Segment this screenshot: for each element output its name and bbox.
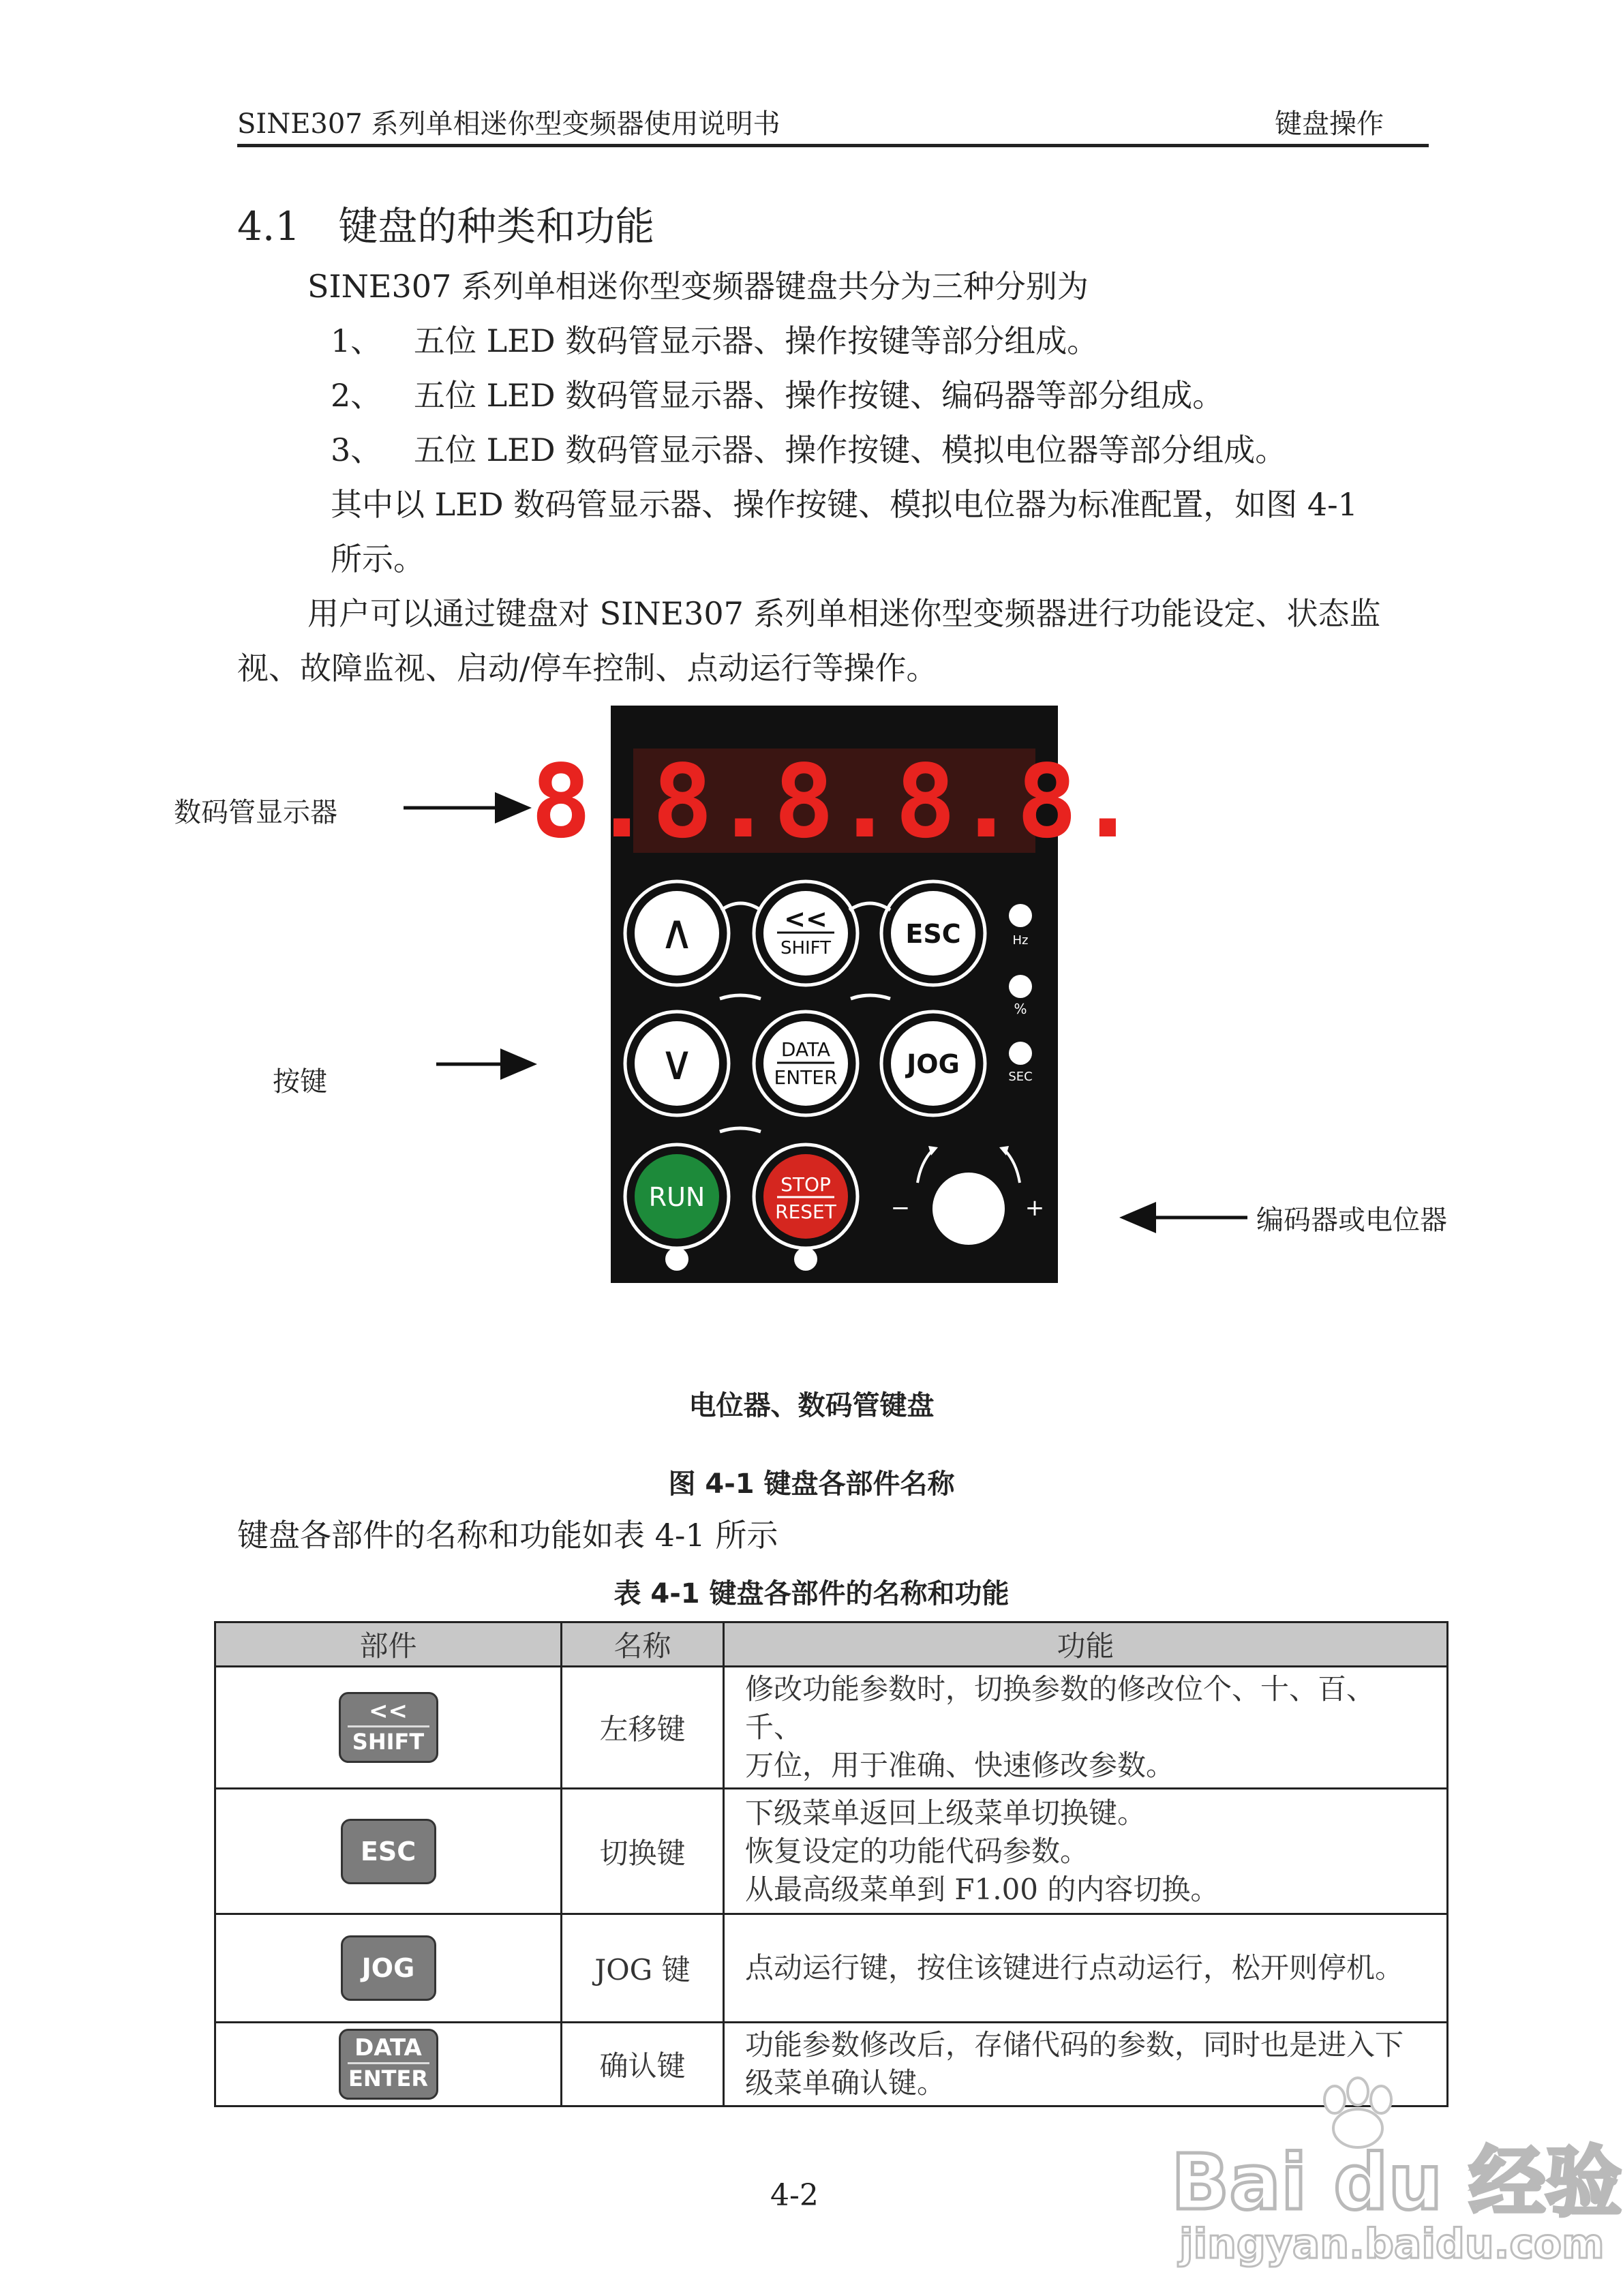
table-header-row: [215, 1622, 1448, 1667]
data-enter-button[interactable]: [763, 1021, 848, 1106]
percent-indicator-led: [1009, 975, 1032, 998]
section-title-text: 键盘的种类和功能: [338, 203, 655, 250]
table-cell-function: 点动运行键，按住该键进行点动运行，松开则停机。: [724, 1914, 1448, 2023]
arrow-right-icon: [404, 789, 533, 827]
paragraph-1-line-2: 所示。: [331, 541, 425, 577]
figure-subcaption: 电位器、数码管键盘: [688, 1390, 935, 1421]
list-item: [331, 320, 1098, 361]
intro-paragraph: SINE307 系列单相迷你型变频器键盘共分为三种分别为: [307, 268, 1089, 305]
table-cell-function: 功能参数修改后，存储代码的参数，同时也是进入下 级菜单确认键。: [724, 2023, 1448, 2106]
arrow-right-icon: [436, 1045, 539, 1083]
shift-button[interactable]: [763, 891, 848, 976]
svg-text:STOP: STOP: [780, 1173, 831, 1196]
list-item-text: 五位 LED 数码管显示器、操作按键、模拟电位器等部分组成。: [414, 432, 1287, 468]
svg-text:DATA: DATA: [780, 1038, 831, 1061]
svg-text:ENTER: ENTER: [774, 1066, 838, 1089]
table-cell-part: [215, 1667, 562, 1789]
list-item-number: 2、: [331, 377, 382, 414]
svg-text:∧: ∧: [659, 904, 695, 960]
paragraph-2-line-1: 用户可以通过键盘对 SINE307 系列单相迷你型变频器进行功能设定、状态监: [307, 595, 1381, 632]
paw-icon: [1324, 2078, 1391, 2147]
header-section: 键盘操作: [1275, 108, 1384, 140]
table-cell-name: 切换键: [562, 1789, 724, 1914]
svg-text:SHIFT: SHIFT: [780, 938, 832, 958]
arrow-left-icon: [1118, 1198, 1247, 1237]
svg-text:RESET: RESET: [775, 1200, 836, 1223]
table-cell-name: 确认键: [562, 2023, 724, 2106]
list-item-text: 五位 LED 数码管显示器、操作按键、编码器等部分组成。: [414, 377, 1224, 414]
stop-indicator-led: [794, 1248, 817, 1271]
shift-key-icon: << SHIFT: [339, 1692, 438, 1763]
label-encoder: 编码器或电位器: [1256, 1205, 1447, 1236]
table-cell-name: 左移键: [562, 1667, 724, 1789]
run-indicator-led: [665, 1248, 688, 1271]
table-cell-function: 下级菜单返回上级菜单切换键。 恢复设定的功能代码参数。 从最高级菜单到 F1.00 的内容切换。: [724, 1789, 1448, 1914]
jog-button[interactable]: [891, 1021, 975, 1106]
run-button[interactable]: [635, 1154, 719, 1239]
pot-plus-label: +: [1025, 1194, 1045, 1222]
svg-text:<<: <<: [784, 904, 828, 934]
keypad-function-table: [214, 1621, 1448, 2107]
table-cell-name: JOG 键: [562, 1914, 724, 2023]
table-cell-part: [215, 1789, 562, 1914]
svg-text:JOG: JOG: [907, 1049, 960, 1079]
table-cell-function: 修改功能参数时，切换参数的修改位个、十、百、千、 万位，用于准确、快速修改参数。: [724, 1667, 1448, 1789]
svg-text:RUN: RUN: [648, 1182, 706, 1212]
table-cell-part: [215, 2023, 562, 2106]
column-header-part: 部件: [215, 1622, 562, 1667]
svg-text:ESC: ESC: [905, 919, 961, 949]
stop-reset-button[interactable]: [763, 1154, 848, 1239]
figure-caption: 图 4-1 键盘各部件名称: [668, 1468, 955, 1500]
label-keys: 按键: [273, 1066, 327, 1098]
table-row: [215, 1914, 1448, 2023]
header-title: SINE307 系列单相迷你型变频器使用说明书: [237, 108, 780, 140]
label-display: 数码管显示器: [174, 797, 337, 828]
percent-indicator-label: %: [1014, 1001, 1027, 1017]
section-title: [237, 194, 654, 252]
esc-key-icon: ESC: [341, 1819, 436, 1884]
table-caption: 表 4-1 键盘各部件的名称和功能: [613, 1578, 1010, 1610]
keypad-panel: [530, 706, 1138, 1283]
pot-minus-label: −: [890, 1194, 911, 1222]
watermark-url: jingyan.baidu.com: [1179, 2220, 1605, 2268]
paragraph-1-line-1: 其中以 LED 数码管显示器、操作按键、模拟电位器为标准配置，如图 4-1: [331, 486, 1358, 523]
hz-indicator-led: [1009, 904, 1032, 927]
up-button[interactable]: [635, 891, 719, 976]
sec-indicator-label: SEC: [1008, 1070, 1033, 1084]
column-header-name: 名称: [562, 1622, 724, 1667]
section-number: 4.1: [237, 203, 301, 250]
list-item: [331, 375, 1224, 416]
header-rule: [237, 144, 1429, 147]
potentiometer-knob[interactable]: [932, 1173, 1005, 1245]
list-item-number: 3、: [331, 432, 382, 468]
jog-key-icon: JOG: [341, 1935, 436, 2001]
led-digits: 8.8.8.8.8.: [530, 743, 1138, 860]
down-button[interactable]: [635, 1021, 719, 1106]
svg-text:∨: ∨: [659, 1035, 695, 1091]
table-row: [215, 1667, 1448, 1789]
column-header-function: 功能: [724, 1622, 1448, 1667]
watermark-brand: Bai du 经验: [1171, 2139, 1622, 2227]
hz-indicator-label: Hz: [1012, 933, 1029, 948]
esc-button[interactable]: [891, 891, 975, 976]
table-row: [215, 1789, 1448, 1914]
table-intro: 键盘各部件的名称和功能如表 4-1 所示: [237, 1517, 778, 1554]
page-number: 4-2: [770, 2178, 819, 2213]
sec-indicator-led: [1009, 1042, 1032, 1065]
list-item-number: 1、: [331, 322, 382, 359]
baidu-watermark-logo: [1159, 2072, 1622, 2277]
list-item-text: 五位 LED 数码管显示器、操作按键等部分组成。: [414, 322, 1099, 359]
list-item: [331, 429, 1286, 470]
paragraph-2-line-2: 视、故障监视、启动/停车控制、点动运行等操作。: [237, 650, 938, 686]
data-enter-key-icon: DATA ENTER: [339, 2029, 438, 2100]
table-cell-part: [215, 1914, 562, 2023]
